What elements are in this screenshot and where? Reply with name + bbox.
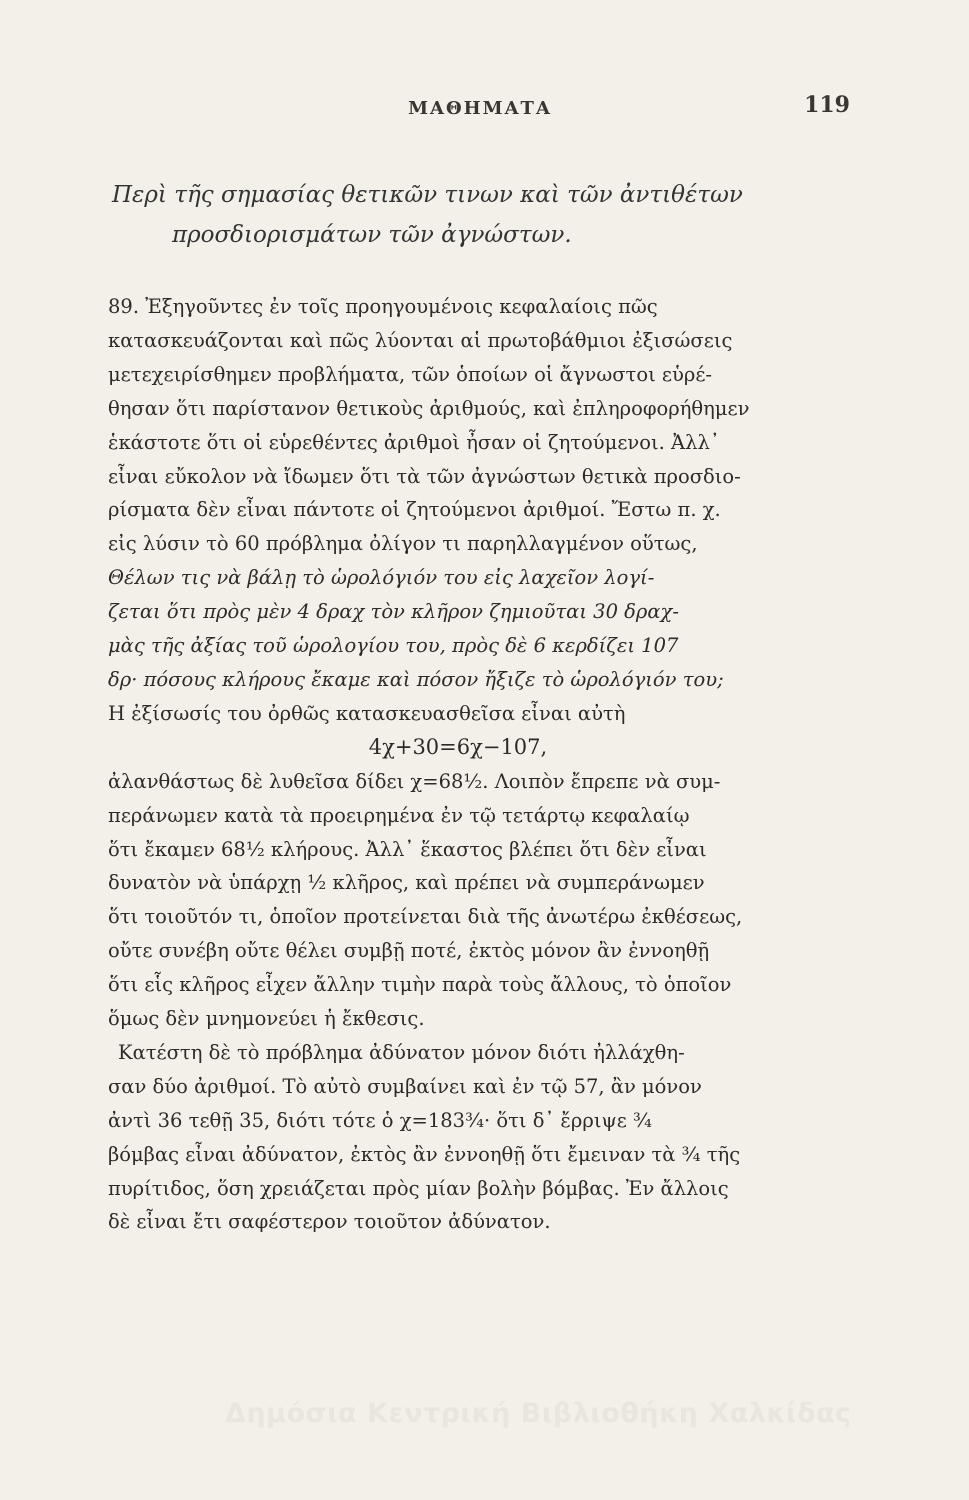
library-watermark: Δημόσια Κεντρική Βιβλιοθήκη Χαλκίδας <box>225 1398 852 1429</box>
text-line: ὅτι τοιοῦτόν τι, ὁποῖον προτείνεται διὰ τῆς ἀνωτέρω ἐκθέσεως, <box>108 905 743 929</box>
text-line: θησαν ὅτι παρίστανον θετικοὺς ἀριθμούς, καὶ ἐπληροφορήθημεν <box>108 396 750 420</box>
text-line: πυρίτιδος, ὅση χρειάζεται πρὸς μίαν βολὴν βόμβας. Ἐν ἄλλοις <box>108 1176 729 1200</box>
text-line: Η ἐξίσωσίς του ὀρθῶς κατασκευασθεῖσα εἶναι αὐτὴ <box>108 701 626 725</box>
text-line: ἀλανθάστως δὲ λυθεῖσα δίδει χ=68½. Λοιπὸν ἔπρεπε νὰ συμ- <box>108 769 721 793</box>
running-title: ΜΑΘΗΜΑΤΑ <box>408 98 552 119</box>
problem-text-line: ζεται ὅτι πρὸς μὲν 4 δραχ τὸν κλῆρον ζημιοῦται 30 δραχ- <box>108 600 679 624</box>
problem-text-line: Θέλων τις νὰ βάλῃ τὸ ὡρολόγιόν του εἰς λαχεῖον λογί- <box>108 566 655 590</box>
problem-text-line: μὰς τῆς ἀξίας τοῦ ὡρολογίου του, πρὸς δὲ 6 κερδίζει 107 <box>108 634 679 658</box>
text-line: Κατέστη δὲ τὸ πρόβλημα ἀδύνατον μόνον διότι ἠλλάχθη- <box>118 1040 685 1064</box>
text-line: ρίσματα δὲν εἶναι πάντοτε οἱ ζητούμενοι ἀριθμοί. Ἔστω π. χ. <box>108 498 721 522</box>
section-title-line-1: Περὶ τῆς σημασίας θετικῶν τινων καὶ τῶν ἀντιθέτων <box>112 182 743 208</box>
text-line: βόμβας εἶναι ἀδύνατον, ἐκτὸς ἂν ἐννοηθῇ ὅτι ἔμειναν τὰ ¾ τῆς <box>108 1142 741 1166</box>
text-line: ἀντὶ 36 τεθῇ 35, διότι τότε ὁ χ=183¾· ὅτι δ᾽ ἔρριψε ¾ <box>108 1108 652 1132</box>
section-title <box>112 175 802 255</box>
text-line: δυνατὸν νὰ ὑπάρχῃ ½ κλῆρος, καὶ πρέπει νὰ συμπεράνωμεν <box>108 871 705 895</box>
text-line: 89. Ἐξηγοῦντες ἐν τοῖς προηγουμένοις κεφαλαίοις πῶς <box>108 295 658 318</box>
section-title-line-2: προσδιορισμάτων τῶν ἀγνώστων. <box>172 222 572 248</box>
body-text <box>108 290 768 1239</box>
text-line: εἰς λύσιν τὸ 60 πρόβλημα ὀλίγον τι παρηλλαγμένον οὕτως, <box>108 532 698 556</box>
text-line: περάνωμεν κατὰ τὰ προειρημένα ἐν τῷ τετάρτῳ κεφαλαίῳ <box>108 803 690 827</box>
equation: 4χ+30=6χ−107, <box>368 734 548 759</box>
page-header <box>110 92 850 132</box>
text-line: σαν δύο ἀριθμοί. Τὸ αὐτὸ συμβαίνει καὶ ἐν τῷ 57, ἂν μόνον <box>108 1074 702 1098</box>
text-line: ὅτι εἷς κλῆρος εἶχεν ἄλλην τιμὴν παρὰ τοὺς ἄλλους, τὸ ὁποῖον <box>108 973 732 997</box>
text-line: εἶναι εὔκολον νὰ ἴδωμεν ὅτι τὰ τῶν ἀγνώστων θετικὰ προσδιο- <box>108 464 741 488</box>
text-line: οὔτε συνέβη οὔτε θέλει συμβῇ ποτέ, ἐκτὸς μόνον ἂν ἐννοηθῇ <box>108 939 710 963</box>
text-line: ὅμως δὲν μνημονεύει ἡ ἔκθεσις. <box>108 1007 425 1031</box>
text-line: δὲ εἶναι ἔτι σαφέστερον τοιοῦτον ἀδύνατον. <box>108 1210 551 1234</box>
text-line: μετεχειρίσθημεν προβλήματα, τῶν ὁποίων οἱ ἄγνωστοι εὑρέ- <box>108 362 713 386</box>
text-line: ὅτι ἔκαμεν 68½ κλήρους. Ἀλλ᾽ ἕκαστος βλέπει ὅτι δὲν εἶναι <box>108 837 707 861</box>
problem-text-line: δρ· πόσους κλήρους ἔκαμε καὶ πόσον ἤξιζε τὸ ὡρολόγιόν του; <box>108 667 724 691</box>
text-line: ἑκάστοτε ὅτι οἱ εὑρεθέντες ἀριθμοὶ ἦσαν οἱ ζητούμενοι. Ἀλλ᾽ <box>108 430 720 454</box>
text-line: κατασκευάζονται καὶ πῶς λύονται αἱ πρωτοβάθμιοι ἐξισώσεις <box>108 328 733 352</box>
page-number: 119 <box>804 92 850 118</box>
